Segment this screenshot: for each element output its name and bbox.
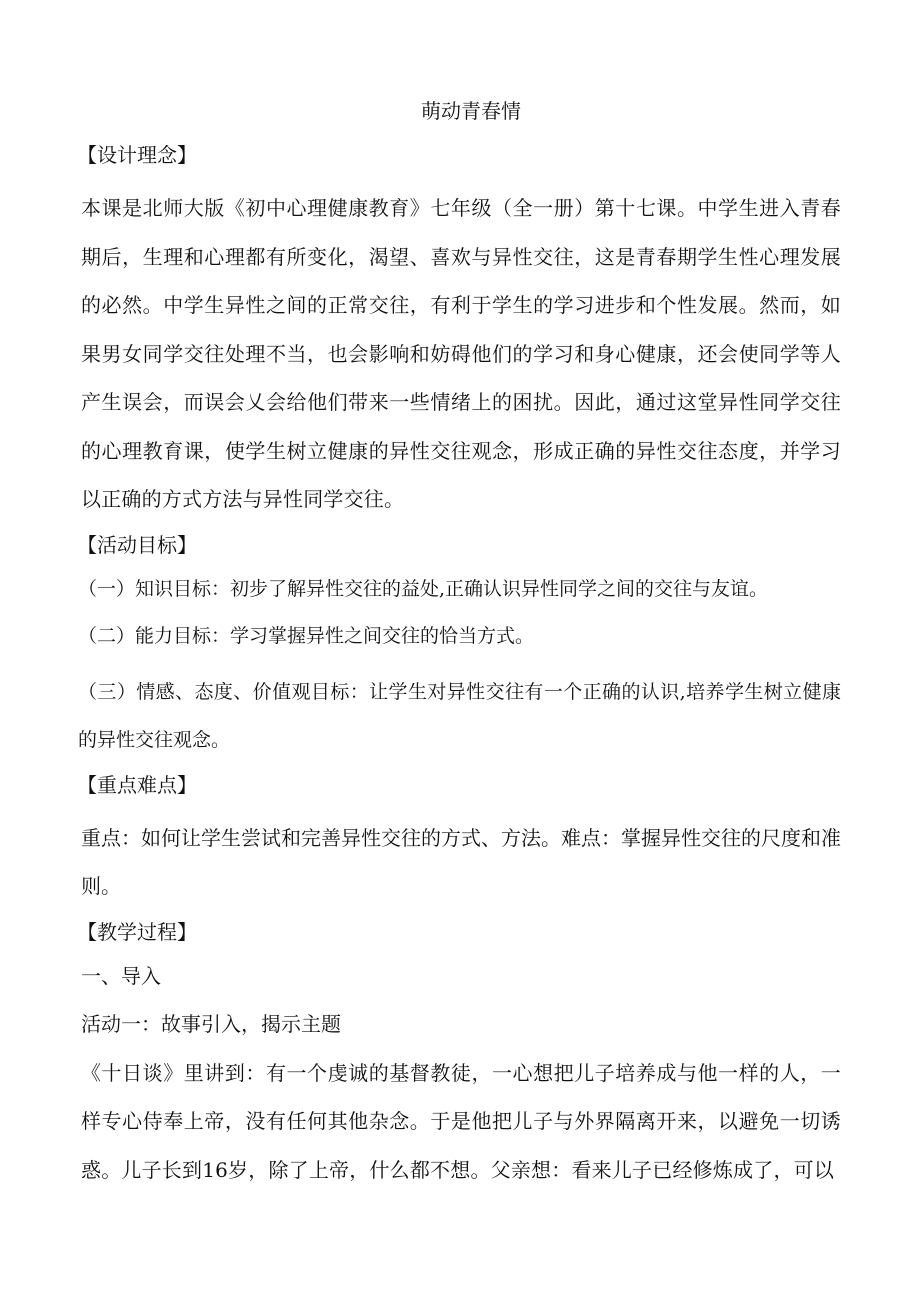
section-heading-keypoints: 【重点难点】 — [77, 772, 197, 797]
document-page — [77, 96, 841, 1200]
section-heading-design: 【设计理念】 — [77, 143, 197, 167]
keypoints-paragraph: 重点：如何让学生尝试和完善异性交往的方式、方法。难点：掌握异性交往的尺度和准则。 — [81, 825, 841, 898]
goal-item-ability: （二）能力目标：学习掌握异性之间交往的恰当方式。 — [78, 624, 535, 647]
section-heading-process: 【教学过程】 — [77, 919, 197, 944]
goal-item-emotion: （三）情感、态度、价值观目标：让学生对异性交往有一个正确的认识,培养学生树立健康的异性交往观念。 — [78, 680, 841, 751]
document-title: 萌动青春情 — [421, 99, 521, 123]
section-heading-goals: 【活动目标】 — [77, 532, 197, 557]
process-part-intro: 一、导入 — [81, 963, 161, 988]
goal-item-knowledge: （一）知识目标：初步了解异性交往的益处,正确认识异性同学之间的交往与友谊。 — [78, 577, 769, 600]
design-paragraph: 本课是北师大版《初中心理健康教育》七年级（全一册）第十七课。中学生进入青春期后，生理和心理都有所变化，渴望、喜欢与异性交往，这是青春期学生性心理发展的必然。中学生异性之间的正常交往，有利于学生的学习进步和个性发展。然而，如果男女同学交往处理不当，也会影响和妨碍他们的学习和身心健康，还会使同学等人产生误会，而误会乂会给他们带来一些情绪上的困扰。因此，通过这堂异性同学交往的心理教育课，使学生树立健康的异性交往观念，形成正确的异性交往态度，并学习以正确的方式方法与异性同学交往。 — [81, 196, 841, 511]
story-paragraph: 《十日谈》里讲到：有一个虔诚的基督教徒，一心想把儿子培养成与他一样的人，一样专心侍奉上帝，没有任何其他杂念。于是他把儿子与外界隔离开来，以避免一切诱惑。儿子长到16岁，除了上帝，什么都不想。父亲想：看来儿子已经修炼成了，可以 — [81, 1060, 841, 1182]
process-activity-1: 活动一：故事引入，揭示主题 — [81, 1011, 341, 1036]
